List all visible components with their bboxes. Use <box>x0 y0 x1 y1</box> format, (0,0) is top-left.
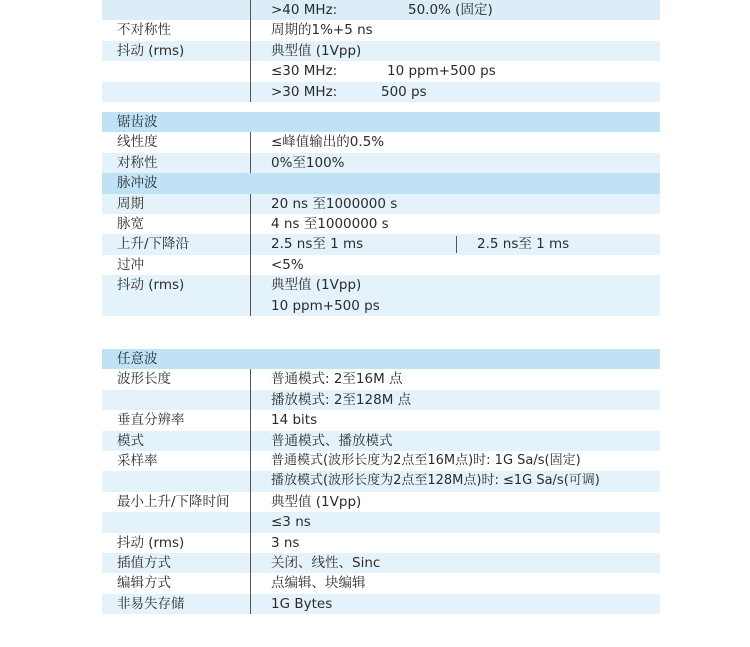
spec-label: 非易失存储 <box>117 595 185 612</box>
spec-value: 周期的1%+5 ns <box>271 22 373 39</box>
spec-label: 最小上升/下降时间 <box>117 493 230 510</box>
spec-value: 0%至100% <box>271 154 345 171</box>
section-title: 锯齿波 <box>117 114 158 130</box>
spec-row <box>102 275 660 295</box>
column-divider <box>250 82 251 102</box>
spec-value: 典型值 (1Vpp) <box>271 493 362 510</box>
column-divider <box>250 390 251 410</box>
column-divider <box>250 492 251 512</box>
column-divider <box>250 533 251 553</box>
arbitrary-wave-spec-table <box>102 349 660 614</box>
spec-label: 采样率 <box>117 452 158 469</box>
spec-row <box>102 553 660 573</box>
spec-value: ≤30 MHz: <box>271 63 338 80</box>
column-divider <box>250 553 251 573</box>
spec-label: 插值方式 <box>117 554 171 571</box>
spec-label: 过冲 <box>117 256 144 273</box>
spec-value: 10 ppm+500 ps <box>387 63 496 80</box>
column-divider <box>250 255 251 275</box>
column-divider <box>250 153 251 173</box>
spec-row <box>102 573 660 593</box>
column-divider <box>250 234 251 254</box>
spec-value: 20 ns 至1000000 s <box>271 195 398 212</box>
spec-row <box>102 214 660 234</box>
spec-row <box>102 41 660 61</box>
spec-value: 2.5 ns至 1 ms <box>477 236 570 253</box>
spec-label: 脉宽 <box>117 215 144 232</box>
spec-value: 1G Bytes <box>271 595 333 612</box>
column-divider <box>250 512 251 532</box>
column-divider <box>250 296 251 316</box>
spec-label: 周期 <box>117 195 144 212</box>
spec-value: 2.5 ns至 1 ms <box>271 236 364 253</box>
column-divider <box>250 20 251 40</box>
spec-row <box>102 451 660 471</box>
column-divider <box>250 41 251 61</box>
spec-value: 4 ns 至1000000 s <box>271 215 389 232</box>
spec-value: 500 ps <box>381 83 427 100</box>
section-title: 脉冲波 <box>117 175 158 192</box>
section-title: 任意波 <box>117 351 158 367</box>
spec-label: 对称性 <box>117 154 158 171</box>
column-divider <box>250 410 251 430</box>
spec-row <box>102 61 660 81</box>
spec-row <box>102 0 660 20</box>
section-header <box>102 349 660 369</box>
spec-value: 普通模式: 2至16M 点 <box>271 371 403 388</box>
spec-row <box>102 594 660 614</box>
spec-row <box>102 390 660 410</box>
spec-row <box>102 296 660 316</box>
spec-label: 抖动 (rms) <box>117 534 185 551</box>
column-divider <box>250 275 251 295</box>
spec-value: 10 ppm+500 ps <box>271 297 380 314</box>
spec-value: ≤峰值输出的0.5% <box>271 134 385 151</box>
column-divider <box>250 132 251 152</box>
spec-row <box>102 194 660 214</box>
spec-row <box>102 153 660 173</box>
spec-label: 不对称性 <box>117 22 171 39</box>
spec-value: 典型值 (1Vpp) <box>271 42 362 59</box>
spec-row <box>102 471 660 491</box>
spec-row <box>102 255 660 275</box>
spec-row <box>102 369 660 389</box>
spec-label: 垂直分辨率 <box>117 412 185 429</box>
column-divider <box>250 431 251 451</box>
spec-label: 波形长度 <box>117 371 171 388</box>
spec-value: 播放模式: 2至128M 点 <box>271 391 412 408</box>
column-divider <box>250 573 251 593</box>
spec-value: 关闭、线性、Sinc <box>271 554 381 571</box>
spec-value: 3 ns <box>271 534 300 551</box>
spec-row <box>102 234 660 254</box>
ramp-pulse-spec-table <box>102 112 660 316</box>
spec-value: <5% <box>271 256 304 273</box>
column-divider <box>250 369 251 389</box>
spec-value: 14 bits <box>271 412 318 429</box>
column-divider <box>250 594 251 614</box>
spec-value: >30 MHz: <box>271 83 338 100</box>
spec-value: ≤3 ns <box>271 514 311 531</box>
spec-value: 50.0% (固定) <box>408 2 493 18</box>
spec-row <box>102 512 660 532</box>
spec-value: >40 MHz: <box>271 2 338 18</box>
section-header <box>102 173 660 193</box>
spec-row <box>102 132 660 152</box>
column-divider <box>250 0 251 20</box>
spec-label: 编辑方式 <box>117 575 171 592</box>
column-divider <box>456 236 457 253</box>
spec-row <box>102 410 660 430</box>
spec-row <box>102 82 660 102</box>
column-divider <box>250 214 251 234</box>
spec-row <box>102 492 660 512</box>
spec-value: 典型值 (1Vpp) <box>271 277 362 294</box>
column-divider <box>250 194 251 214</box>
spec-label: 线性度 <box>117 134 158 151</box>
square-wave-spec-continued <box>102 0 660 102</box>
spec-label: 模式 <box>117 432 144 449</box>
column-divider <box>250 61 251 81</box>
spec-row <box>102 533 660 553</box>
spec-value: 普通模式(波形长度为2点至16M点)时: 1G Sa/s(固定) <box>271 452 581 468</box>
spec-row <box>102 431 660 451</box>
column-divider <box>250 471 251 491</box>
spec-value: 普通模式、播放模式 <box>271 432 393 449</box>
spec-value: 点编辑、块编辑 <box>271 575 366 592</box>
column-divider <box>250 451 251 471</box>
spec-row <box>102 20 660 40</box>
spec-label: 抖动 (rms) <box>117 42 185 59</box>
spec-value: 播放模式(波形长度为2点至128M点)时: ≤1G Sa/s(可调) <box>271 473 600 489</box>
spec-label: 抖动 (rms) <box>117 277 185 294</box>
section-header <box>102 112 660 132</box>
spec-label: 上升/下降沿 <box>117 236 190 253</box>
